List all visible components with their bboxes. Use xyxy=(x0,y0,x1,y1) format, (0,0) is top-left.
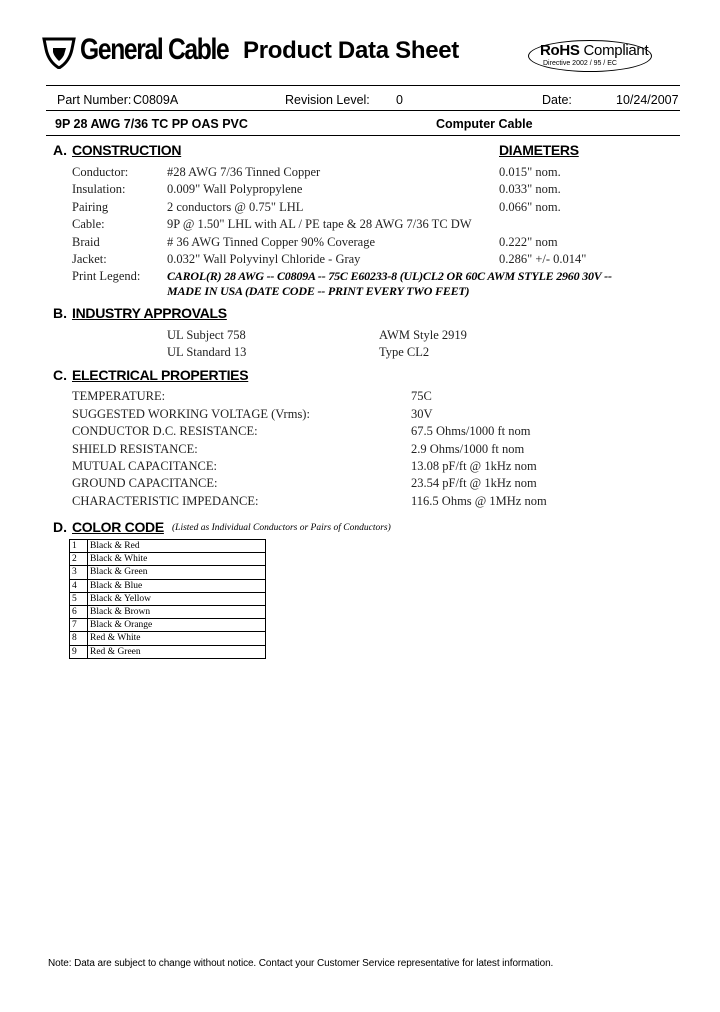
table-row xyxy=(70,592,266,605)
electrical-label: MUTUAL CAPACITANCE: xyxy=(72,459,217,473)
divider xyxy=(46,85,680,86)
construction-value: 2 conductors @ 0.75" LHL xyxy=(167,200,304,214)
print-legend-label: Print Legend: xyxy=(72,269,141,283)
pair-number: 6 xyxy=(70,605,88,618)
section-title-approvals: INDUSTRY APPROVALS xyxy=(72,305,227,321)
section-title-color-code: COLOR CODE xyxy=(72,519,164,535)
pair-number: 7 xyxy=(70,619,88,632)
table-row xyxy=(70,553,266,566)
section-letter: C. xyxy=(53,367,67,383)
electrical-label: TEMPERATURE: xyxy=(72,389,166,403)
pair-colors: Black & Red xyxy=(88,540,266,553)
pair-number: 5 xyxy=(70,592,88,605)
color-code-table xyxy=(69,539,266,659)
part-number-label: Part Number: xyxy=(57,93,132,107)
electrical-value: 67.5 Ohms/1000 ft nom xyxy=(411,424,531,438)
construction-diameter: 0.222" nom xyxy=(499,235,558,249)
construction-label: Pairing xyxy=(72,200,109,214)
section-letter: A. xyxy=(53,142,67,158)
pair-number: 8 xyxy=(70,632,88,645)
electrical-label: SHIELD RESISTANCE: xyxy=(72,442,198,456)
construction-value: 9P @ 1.50" LHL with AL / PE tape & 28 AWG 7/36 TC DW xyxy=(167,217,472,231)
electrical-value: 30V xyxy=(411,407,433,421)
table-row xyxy=(70,645,266,658)
section-title-construction: CONSTRUCTION xyxy=(72,142,182,158)
pair-number: 9 xyxy=(70,645,88,658)
section-title-electrical: ELECTRICAL PROPERTIES xyxy=(72,367,249,383)
rohs-directive: Directive 2002 / 95 / EC xyxy=(543,60,617,67)
construction-diameter: 0.015" nom. xyxy=(499,165,561,179)
section-title-diameters: DIAMETERS xyxy=(499,142,579,158)
pair-number: 4 xyxy=(70,579,88,592)
pair-colors: Red & Green xyxy=(88,645,266,658)
pair-number: 2 xyxy=(70,553,88,566)
pair-colors: Black & Green xyxy=(88,566,266,579)
approval-item: UL Subject 758 xyxy=(167,328,246,342)
date-label: Date: xyxy=(542,93,572,107)
table-row xyxy=(70,566,266,579)
construction-label: Conductor: xyxy=(72,165,129,179)
construction-label: Insulation: xyxy=(72,182,126,196)
electrical-label: SUGGESTED WORKING VOLTAGE (Vrms): xyxy=(72,407,310,421)
electrical-value: 23.54 pF/ft @ 1kHz nom xyxy=(411,476,537,490)
pair-colors: Black & Orange xyxy=(88,619,266,632)
table-row xyxy=(70,632,266,645)
approval-item: UL Standard 13 xyxy=(167,345,247,359)
print-legend-line-2: MADE IN USA (DATE CODE -- PRINT EVERY TWO FEET) xyxy=(167,284,470,298)
pair-colors: Black & White xyxy=(88,553,266,566)
construction-label: Braid xyxy=(72,235,100,249)
date-value: 10/24/2007 xyxy=(616,93,679,107)
approval-item: Type CL2 xyxy=(379,345,430,359)
page-title: Product Data Sheet xyxy=(243,37,459,64)
footer-note: Note: Data are subject to change without notice. Contact your Customer Service representative for latest information. xyxy=(48,958,554,969)
construction-value: 0.032" Wall Polyvinyl Chloride - Gray xyxy=(167,252,361,266)
construction-label: Cable: xyxy=(72,217,105,231)
revision-label: Revision Level: xyxy=(285,93,370,107)
construction-diameter: 0.286" +/- 0.014" xyxy=(499,252,587,266)
cable-description: 9P 28 AWG 7/36 TC PP OAS PVC xyxy=(55,117,248,131)
pair-colors: Red & White xyxy=(88,632,266,645)
part-number-value: C0809A xyxy=(133,93,179,107)
construction-diameter: 0.033" nom. xyxy=(499,182,561,196)
print-legend-line-1: CAROL(R) 28 AWG -- C0809A -- 75C E60233-8 (UL)CL2 OR 60C AWM STYLE 2960 30V -- xyxy=(167,269,612,283)
section-letter: D. xyxy=(53,519,67,535)
construction-label: Jacket: xyxy=(72,252,107,266)
table-row xyxy=(70,605,266,618)
construction-value: 0.009" Wall Polypropylene xyxy=(167,182,303,196)
construction-diameter: 0.066" nom. xyxy=(499,200,561,214)
table-row xyxy=(70,540,266,553)
electrical-value: 2.9 Ohms/1000 ft nom xyxy=(411,442,525,456)
electrical-label: CONDUCTOR D.C. RESISTANCE: xyxy=(72,424,258,438)
section-letter: B. xyxy=(53,305,67,321)
brand-name: General Cable xyxy=(80,33,229,66)
rohs-label: RoHS Compliant xyxy=(540,42,649,59)
revision-value: 0 xyxy=(396,93,403,107)
electrical-value: 75C xyxy=(411,389,432,403)
construction-value: #28 AWG 7/36 Tinned Copper xyxy=(167,165,321,179)
color-code-note: (Listed as Individual Conductors or Pairs of Conductors) xyxy=(172,523,391,533)
table-row xyxy=(70,579,266,592)
pair-colors: Black & Brown xyxy=(88,605,266,618)
electrical-label: CHARACTERISTIC IMPEDANCE: xyxy=(72,494,259,508)
electrical-label: GROUND CAPACITANCE: xyxy=(72,476,218,490)
table-row xyxy=(70,619,266,632)
pair-number: 3 xyxy=(70,566,88,579)
electrical-value: 13.08 pF/ft @ 1kHz nom xyxy=(411,459,537,473)
approval-item: AWM Style 2919 xyxy=(379,328,467,342)
construction-value: # 36 AWG Tinned Copper 90% Coverage xyxy=(167,235,376,249)
electrical-value: 116.5 Ohms @ 1MHz nom xyxy=(411,494,547,508)
cable-category: Computer Cable xyxy=(436,117,533,131)
pair-colors: Black & Blue xyxy=(88,579,266,592)
general-cable-g-shield-icon xyxy=(42,35,76,69)
divider xyxy=(46,135,680,136)
pair-number: 1 xyxy=(70,540,88,553)
pair-colors: Black & Yellow xyxy=(88,592,266,605)
divider xyxy=(46,110,680,111)
